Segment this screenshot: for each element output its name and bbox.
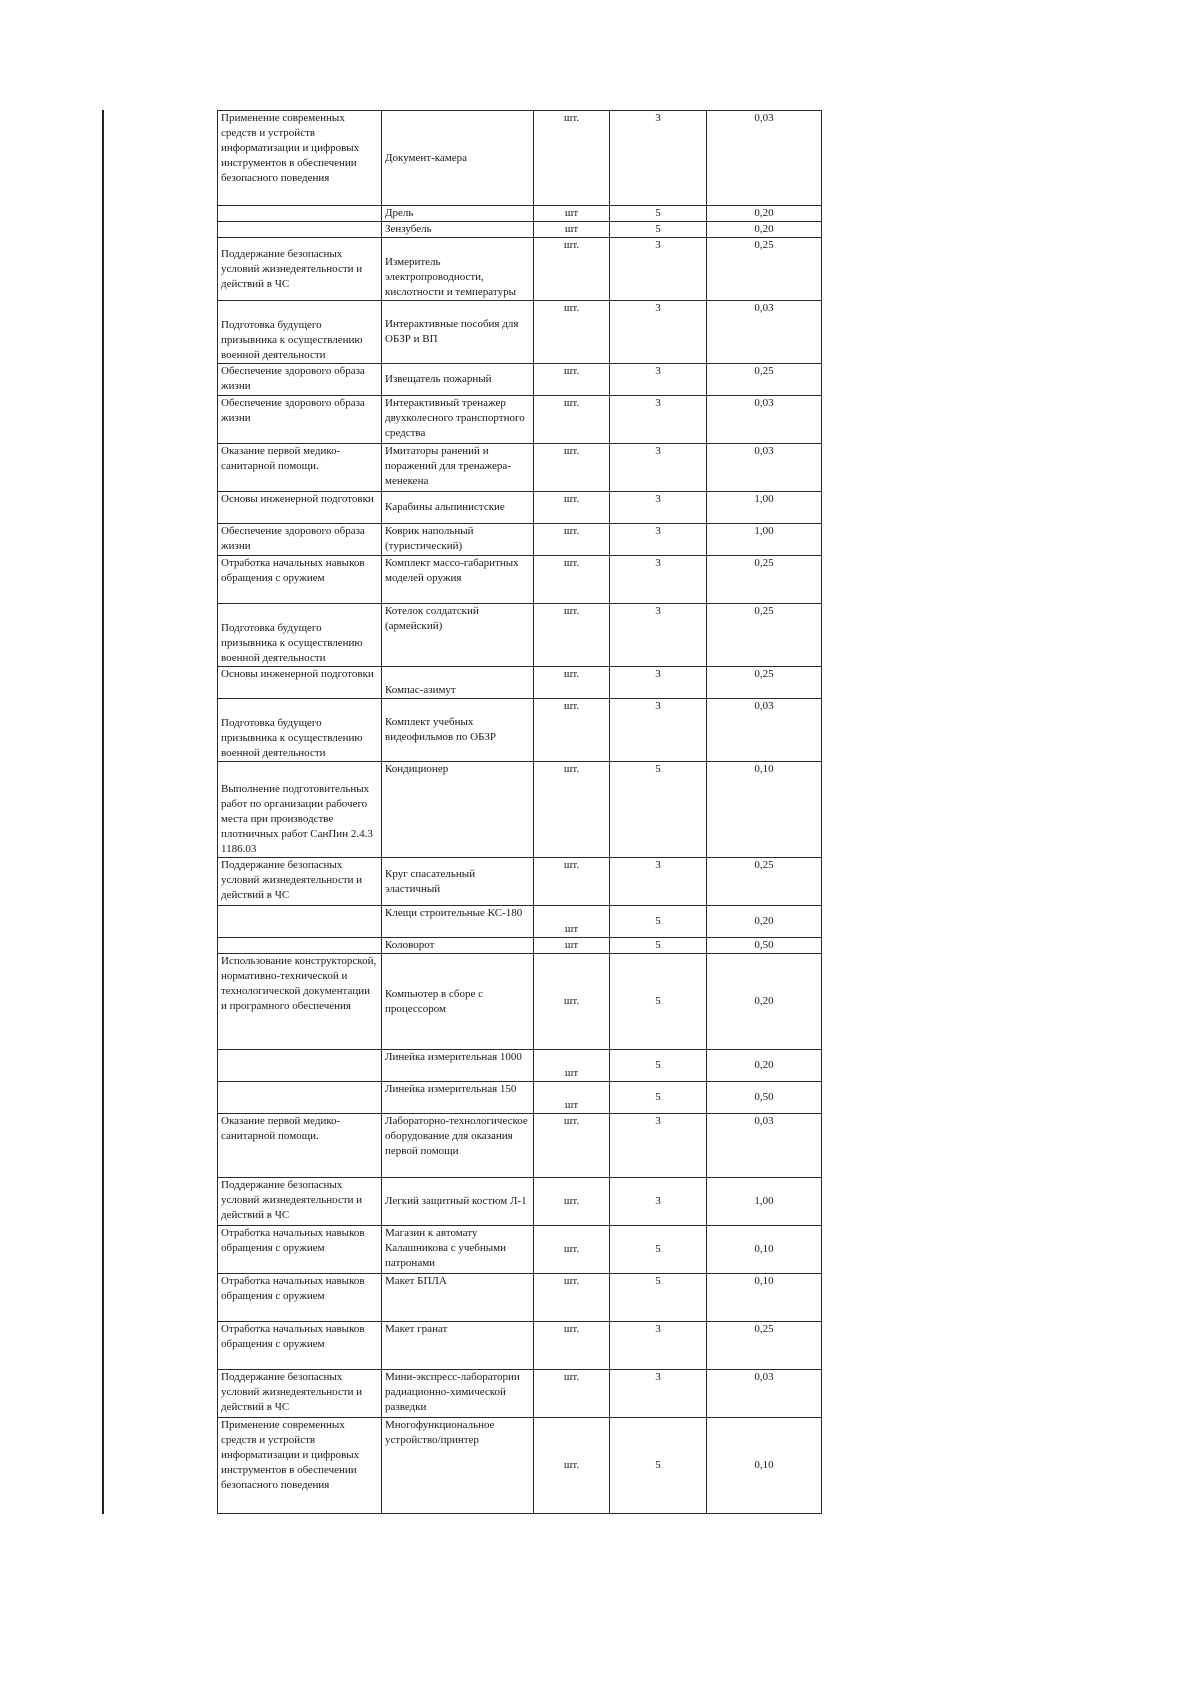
coefficient-cell: 0,03	[707, 301, 822, 364]
coefficient-cell: 0,20	[707, 1050, 822, 1082]
quantity-cell: 3	[610, 1322, 707, 1370]
unit-cell: шт.	[534, 1274, 610, 1322]
item-cell: Имитаторы ранений и поражений для тренажера-менекена	[382, 444, 534, 492]
item-cell: Коврик напольный (туристический)	[382, 524, 534, 556]
section-cell: Обеспечение здорового образа жизни	[218, 364, 382, 396]
item-cell: Извещатель пожарный	[382, 364, 534, 396]
quantity-cell: 3	[610, 238, 707, 301]
table-row	[218, 1082, 822, 1114]
table-row	[218, 301, 822, 364]
table-row	[218, 667, 822, 699]
coefficient-cell: 0,03	[707, 1370, 822, 1418]
unit-cell: шт.	[534, 1418, 610, 1514]
item-cell: Комплект учебных видеофильмов по ОБЗР	[382, 699, 534, 762]
coefficient-cell: 0,25	[707, 667, 822, 699]
section-cell: Основы инженерной подготовки	[218, 667, 382, 699]
unit-cell: шт.	[534, 1226, 610, 1274]
item-cell: Клещи строительные КС-180	[382, 906, 534, 938]
section-cell	[218, 1050, 382, 1082]
section-cell: Подготовка будущего призывника к осуществлению военной деятельности	[218, 699, 382, 762]
table-row	[218, 954, 822, 1050]
unit-cell: шт.	[534, 238, 610, 301]
item-cell: Линейка измерительная 150	[382, 1082, 534, 1114]
item-cell: Интерактивный тренажер двухколесного транспортного средства	[382, 396, 534, 444]
coefficient-cell: 0,20	[707, 954, 822, 1050]
quantity-cell: 3	[610, 111, 707, 206]
quantity-cell: 5	[610, 222, 707, 238]
section-cell: Применение современных средств и устройств информатизации и цифровых инструментов в обеспечении безопасного поведения	[218, 1418, 382, 1514]
table-row	[218, 492, 822, 524]
coefficient-cell: 0,25	[707, 238, 822, 301]
coefficient-cell: 0,03	[707, 699, 822, 762]
quantity-cell: 3	[610, 1178, 707, 1226]
coefficient-cell: 1,00	[707, 524, 822, 556]
table-row	[218, 604, 822, 667]
table-row	[218, 858, 822, 906]
table-row	[218, 206, 822, 222]
table-row	[218, 556, 822, 604]
item-cell: Кондиционер	[382, 762, 534, 858]
item-cell: Многофункциональное устройство/принтер	[382, 1418, 534, 1514]
coefficient-cell: 0,10	[707, 1418, 822, 1514]
unit-cell: шт.	[534, 762, 610, 858]
coefficient-cell: 0,20	[707, 222, 822, 238]
section-cell: Использование конструкторской, нормативно-технической и технологической документации и програмного обеспечения	[218, 954, 382, 1050]
table-row	[218, 1418, 822, 1514]
item-cell: Документ-камера	[382, 111, 534, 206]
item-cell: Комплект массо-габаритных моделей оружия	[382, 556, 534, 604]
quantity-cell: 5	[610, 954, 707, 1050]
coefficient-cell: 0,10	[707, 1226, 822, 1274]
unit-cell: шт.	[534, 301, 610, 364]
table-row	[218, 444, 822, 492]
quantity-cell: 3	[610, 301, 707, 364]
unit-cell: шт.	[534, 1322, 610, 1370]
quantity-cell: 3	[610, 492, 707, 524]
section-cell: Оказание первой медико-санитарной помощи.	[218, 444, 382, 492]
coefficient-cell: 0,03	[707, 1114, 822, 1178]
section-cell: Поддержание безопасных условий жизнедеятельности и действий в ЧС	[218, 1370, 382, 1418]
quantity-cell: 5	[610, 1274, 707, 1322]
coefficient-cell: 0,50	[707, 938, 822, 954]
section-cell	[218, 906, 382, 938]
coefficient-cell: 0,20	[707, 206, 822, 222]
item-cell: Макет гранат	[382, 1322, 534, 1370]
coefficient-cell: 0,25	[707, 364, 822, 396]
coefficient-cell: 0,03	[707, 111, 822, 206]
section-cell	[218, 938, 382, 954]
item-cell: Мини-экспресс-лаборатории радиационно-химической разведки	[382, 1370, 534, 1418]
coefficient-cell: 0,10	[707, 1274, 822, 1322]
quantity-cell: 3	[610, 667, 707, 699]
table-row	[218, 238, 822, 301]
table-row	[218, 396, 822, 444]
unit-cell: шт.	[534, 858, 610, 906]
quantity-cell: 5	[610, 938, 707, 954]
unit-cell: шт.	[534, 364, 610, 396]
quantity-cell: 5	[610, 1226, 707, 1274]
quantity-cell: 5	[610, 906, 707, 938]
section-cell: Обеспечение здорового образа жизни	[218, 396, 382, 444]
unit-cell: шт.	[534, 1370, 610, 1418]
quantity-cell: 5	[610, 762, 707, 858]
section-cell: Отработка начальных навыков обращения с оружием	[218, 1226, 382, 1274]
coefficient-cell: 0,50	[707, 1082, 822, 1114]
table-row	[218, 1322, 822, 1370]
unit-cell: шт	[534, 206, 610, 222]
unit-cell: шт	[534, 906, 610, 938]
item-cell: Интерактивные пособия для ОБЗР и ВП	[382, 301, 534, 364]
section-cell: Отработка начальных навыков обращения с оружием	[218, 1274, 382, 1322]
item-cell: Дрель	[382, 206, 534, 222]
section-cell: Отработка начальных навыков обращения с оружием	[218, 556, 382, 604]
quantity-cell: 3	[610, 699, 707, 762]
section-cell: Выполнение подготовительных работ по организации рабочего места при производстве плотничных работ СанПин 2.4.3 1186.03	[218, 762, 382, 858]
table-row	[218, 1274, 822, 1322]
equipment-table	[217, 110, 822, 1514]
coefficient-cell: 1,00	[707, 1178, 822, 1226]
section-cell: Поддержание безопасных условий жизнедеятельности и действий в ЧС	[218, 238, 382, 301]
quantity-cell: 3	[610, 444, 707, 492]
section-cell: Оказание первой медико-санитарной помощи.	[218, 1114, 382, 1178]
table-row	[218, 699, 822, 762]
item-cell: Компьютер в сборе с процессором	[382, 954, 534, 1050]
item-cell: Котелок солдатский (армейский)	[382, 604, 534, 667]
table-row	[218, 1178, 822, 1226]
table-row	[218, 524, 822, 556]
table-row	[218, 1370, 822, 1418]
item-cell: Компас-азимут	[382, 667, 534, 699]
section-cell: Основы инженерной подготовки	[218, 492, 382, 524]
quantity-cell: 5	[610, 206, 707, 222]
table-row	[218, 1226, 822, 1274]
unit-cell: шт.	[534, 1178, 610, 1226]
unit-cell: шт.	[534, 524, 610, 556]
quantity-cell: 3	[610, 858, 707, 906]
coefficient-cell: 0,25	[707, 556, 822, 604]
item-cell: Круг спасательный эластичный	[382, 858, 534, 906]
table-row	[218, 1050, 822, 1082]
item-cell: Макет БПЛА	[382, 1274, 534, 1322]
quantity-cell: 3	[610, 556, 707, 604]
section-cell: Отработка начальных навыков обращения с оружием	[218, 1322, 382, 1370]
unit-cell: шт.	[534, 492, 610, 524]
table-row	[218, 762, 822, 858]
item-cell: Линейка измерительная 1000	[382, 1050, 534, 1082]
coefficient-cell: 0,25	[707, 604, 822, 667]
section-cell	[218, 206, 382, 222]
coefficient-cell: 0,20	[707, 906, 822, 938]
quantity-cell: 3	[610, 604, 707, 667]
coefficient-cell: 0,25	[707, 1322, 822, 1370]
unit-cell: шт.	[534, 699, 610, 762]
unit-cell: шт	[534, 1082, 610, 1114]
table-row	[218, 938, 822, 954]
item-cell: Карабины альпинистские	[382, 492, 534, 524]
quantity-cell: 3	[610, 1114, 707, 1178]
section-cell: Поддержание безопасных условий жизнедеятельности и действий в ЧС	[218, 858, 382, 906]
unit-cell: шт.	[534, 667, 610, 699]
unit-cell: шт.	[534, 396, 610, 444]
quantity-cell: 5	[610, 1082, 707, 1114]
quantity-cell: 3	[610, 524, 707, 556]
coefficient-cell: 0,10	[707, 762, 822, 858]
table-row	[218, 364, 822, 396]
coefficient-cell: 1,00	[707, 492, 822, 524]
item-cell: Измеритель электропроводности, кислотности и температуры	[382, 238, 534, 301]
unit-cell: шт.	[534, 1114, 610, 1178]
unit-cell: шт.	[534, 604, 610, 667]
section-cell: Поддержание безопасных условий жизнедеятельности и действий в ЧС	[218, 1178, 382, 1226]
page-margin-line	[102, 110, 104, 1514]
unit-cell: шт.	[534, 954, 610, 1050]
unit-cell: шт.	[534, 556, 610, 604]
unit-cell: шт	[534, 1050, 610, 1082]
quantity-cell: 5	[610, 1050, 707, 1082]
table-row	[218, 222, 822, 238]
coefficient-cell: 0,03	[707, 396, 822, 444]
quantity-cell: 3	[610, 1370, 707, 1418]
section-cell: Подготовка будущего призывника к осуществлению военной деятельности	[218, 604, 382, 667]
item-cell: Легкий защитный костюм Л-1	[382, 1178, 534, 1226]
section-cell: Обеспечение здорового образа жизни	[218, 524, 382, 556]
section-cell	[218, 1082, 382, 1114]
coefficient-cell: 0,03	[707, 444, 822, 492]
quantity-cell: 3	[610, 364, 707, 396]
table-row	[218, 1114, 822, 1178]
coefficient-cell: 0,25	[707, 858, 822, 906]
item-cell: Магазин к автомату Калашникова с учебными патронами	[382, 1226, 534, 1274]
item-cell: Зензубель	[382, 222, 534, 238]
quantity-cell: 5	[610, 1418, 707, 1514]
section-cell	[218, 222, 382, 238]
section-cell: Подготовка будущего призывника к осуществлению военной деятельности	[218, 301, 382, 364]
table-row	[218, 111, 822, 206]
unit-cell: шт	[534, 222, 610, 238]
unit-cell: шт.	[534, 444, 610, 492]
quantity-cell: 3	[610, 396, 707, 444]
unit-cell: шт	[534, 938, 610, 954]
table-row	[218, 906, 822, 938]
unit-cell: шт.	[534, 111, 610, 206]
item-cell: Коловорот	[382, 938, 534, 954]
item-cell: Лабораторно-технологическое оборудование для оказания первой помощи	[382, 1114, 534, 1178]
section-cell: Применение современных средств и устройств информатизации и цифровых инструментов в обеспечении безопасного поведения	[218, 111, 382, 206]
